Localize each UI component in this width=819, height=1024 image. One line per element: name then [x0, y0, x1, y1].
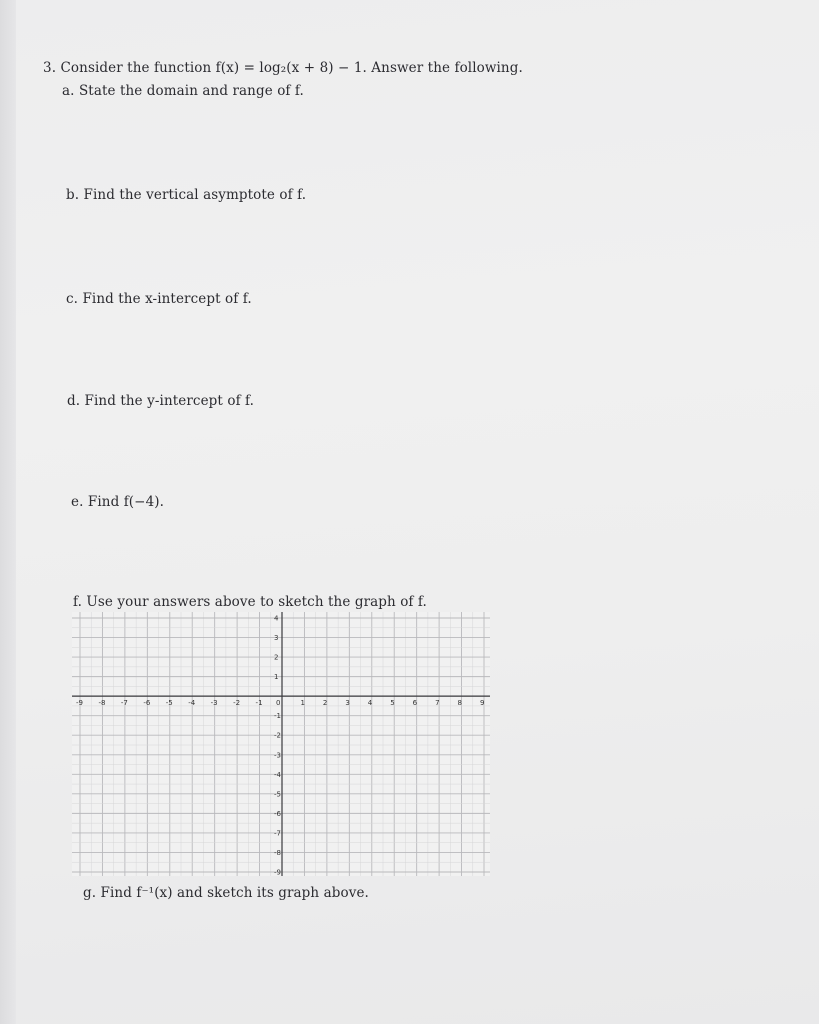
x-tick-label: -1 [255, 699, 263, 708]
part-f-label: f. [73, 594, 83, 610]
x-tick-label: -8 [98, 699, 106, 708]
y-tick-label: -4 [274, 770, 281, 779]
x-tick-label: 2 [322, 699, 328, 708]
part-b-label: b. [66, 187, 80, 203]
x-tick-label: -2 [233, 699, 241, 708]
problem-intro-text: Consider the function f(x) = log₂(x + 8) − 1. Answer the following. [60, 60, 523, 76]
part-f [73, 594, 427, 610]
part-d-text: Find the y-intercept of f. [84, 393, 255, 409]
y-tick-label: 2 [274, 653, 279, 662]
y-tick-label: 4 [274, 614, 279, 623]
part-c-text: Find the x-intercept of f. [82, 291, 252, 307]
y-tick-label: -3 [274, 751, 281, 760]
x-tick-label: 8 [457, 699, 463, 708]
x-tick-label: 0 [276, 699, 281, 708]
part-a-label: a. [62, 83, 75, 99]
problem-number: 3. [43, 60, 57, 76]
x-tick-label: 3 [345, 699, 350, 708]
y-tick-label: -9 [274, 868, 281, 876]
x-tick-label: 7 [435, 699, 440, 708]
part-f-text: Use your answers above to sketch the graph of f. [86, 594, 427, 610]
y-tick-label: 1 [274, 673, 279, 682]
part-b-text: Find the vertical asymptote of f. [83, 187, 307, 203]
page-edge [0, 0, 16, 1024]
part-c [66, 291, 252, 307]
x-tick-label: -4 [188, 699, 196, 708]
part-e [71, 494, 164, 510]
part-g-label: g. [83, 885, 97, 901]
x-tick-label: -3 [210, 699, 218, 708]
y-tick-label: -6 [274, 809, 281, 818]
x-tick-label: 4 [367, 699, 373, 708]
y-tick-label: -1 [274, 712, 281, 721]
part-a [62, 83, 304, 99]
y-tick-label: 3 [274, 634, 279, 643]
x-tick-label: -5 [165, 699, 173, 708]
x-tick-label: -6 [143, 699, 151, 708]
coordinate-grid [72, 612, 490, 876]
x-tick-label: 5 [390, 699, 395, 708]
part-e-text: Find f(−4). [87, 494, 165, 510]
x-tick-label: 1 [300, 699, 305, 708]
y-tick-label: -8 [274, 848, 281, 857]
y-tick-label: -7 [274, 829, 281, 838]
x-tick-label: -7 [120, 699, 128, 708]
x-tick-label: 9 [480, 699, 485, 708]
part-b [66, 187, 306, 203]
part-e-label: e. [71, 494, 84, 510]
x-tick-label: 6 [412, 699, 418, 708]
problem-intro [43, 60, 523, 76]
x-tick-label: -9 [76, 699, 83, 708]
y-tick-label: -5 [274, 790, 281, 799]
part-g [83, 885, 369, 901]
part-c-label: c. [66, 291, 79, 307]
y-tick-label: -2 [274, 731, 281, 740]
part-d-label: d. [67, 393, 81, 409]
part-g-text: Find f⁻¹(x) and sketch its graph above. [100, 885, 369, 901]
part-a-text: State the domain and range of f. [78, 83, 304, 99]
part-d [67, 393, 254, 409]
